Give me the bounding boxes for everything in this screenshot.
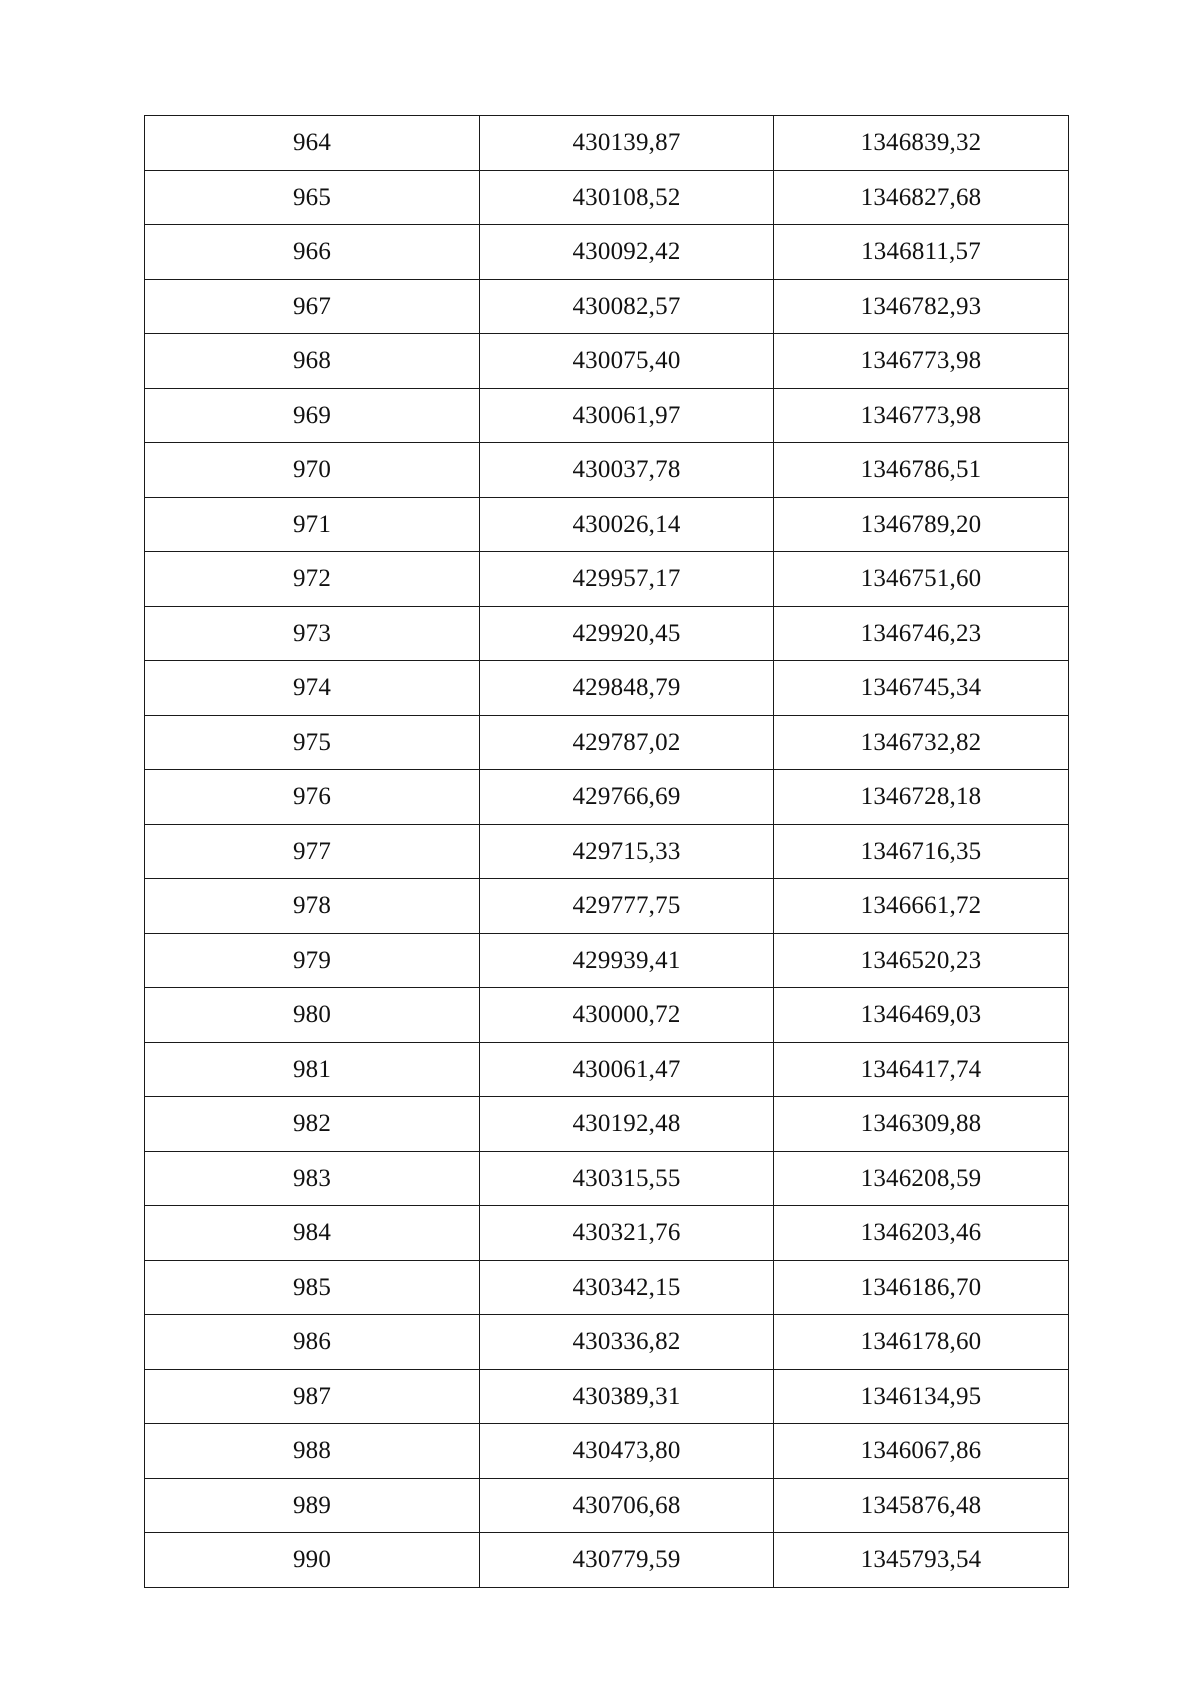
x-coordinate-cell: 430082,57 — [480, 279, 774, 334]
y-coordinate-cell: 1346773,98 — [774, 334, 1069, 389]
x-coordinate-cell: 429957,17 — [480, 552, 774, 607]
y-coordinate-cell: 1346661,72 — [774, 879, 1069, 934]
table-row — [145, 334, 1069, 389]
y-coordinate-cell: 1346728,18 — [774, 770, 1069, 825]
point-number-cell: 964 — [145, 116, 480, 171]
y-coordinate-cell: 1346134,95 — [774, 1369, 1069, 1424]
table-row — [145, 1151, 1069, 1206]
coordinates-table — [144, 115, 1069, 1588]
table-row — [145, 225, 1069, 280]
x-coordinate-cell: 429939,41 — [480, 933, 774, 988]
point-number-cell: 971 — [145, 497, 480, 552]
table-row — [145, 552, 1069, 607]
y-coordinate-cell: 1346745,34 — [774, 661, 1069, 716]
y-coordinate-cell: 1346746,23 — [774, 606, 1069, 661]
x-coordinate-cell: 430192,48 — [480, 1097, 774, 1152]
y-coordinate-cell: 1346732,82 — [774, 715, 1069, 770]
y-coordinate-cell: 1346208,59 — [774, 1151, 1069, 1206]
table-row — [145, 770, 1069, 825]
point-number-cell: 965 — [145, 170, 480, 225]
x-coordinate-cell: 430342,15 — [480, 1260, 774, 1315]
point-number-cell: 982 — [145, 1097, 480, 1152]
point-number-cell: 966 — [145, 225, 480, 280]
x-coordinate-cell: 429787,02 — [480, 715, 774, 770]
y-coordinate-cell: 1346789,20 — [774, 497, 1069, 552]
y-coordinate-cell: 1346786,51 — [774, 443, 1069, 498]
point-number-cell: 973 — [145, 606, 480, 661]
y-coordinate-cell: 1346186,70 — [774, 1260, 1069, 1315]
x-coordinate-cell: 430139,87 — [480, 116, 774, 171]
point-number-cell: 985 — [145, 1260, 480, 1315]
x-coordinate-cell: 430037,78 — [480, 443, 774, 498]
x-coordinate-cell: 429920,45 — [480, 606, 774, 661]
coordinates-table-body — [145, 116, 1069, 1588]
y-coordinate-cell: 1346716,35 — [774, 824, 1069, 879]
point-number-cell: 977 — [145, 824, 480, 879]
y-coordinate-cell: 1346782,93 — [774, 279, 1069, 334]
x-coordinate-cell: 430706,68 — [480, 1478, 774, 1533]
point-number-cell: 975 — [145, 715, 480, 770]
point-number-cell: 974 — [145, 661, 480, 716]
table-row — [145, 388, 1069, 443]
table-row — [145, 933, 1069, 988]
y-coordinate-cell: 1346309,88 — [774, 1097, 1069, 1152]
table-row — [145, 116, 1069, 171]
y-coordinate-cell: 1346178,60 — [774, 1315, 1069, 1370]
y-coordinate-cell: 1346751,60 — [774, 552, 1069, 607]
y-coordinate-cell: 1346839,32 — [774, 116, 1069, 171]
point-number-cell: 990 — [145, 1533, 480, 1588]
x-coordinate-cell: 430026,14 — [480, 497, 774, 552]
table-row — [145, 824, 1069, 879]
x-coordinate-cell: 430061,97 — [480, 388, 774, 443]
table-row — [145, 1097, 1069, 1152]
table-row — [145, 1424, 1069, 1479]
x-coordinate-cell: 429848,79 — [480, 661, 774, 716]
table-row — [145, 1533, 1069, 1588]
y-coordinate-cell: 1346203,46 — [774, 1206, 1069, 1261]
point-number-cell: 976 — [145, 770, 480, 825]
y-coordinate-cell: 1346827,68 — [774, 170, 1069, 225]
table-row — [145, 661, 1069, 716]
x-coordinate-cell: 430315,55 — [480, 1151, 774, 1206]
x-coordinate-cell: 430108,52 — [480, 170, 774, 225]
y-coordinate-cell: 1346520,23 — [774, 933, 1069, 988]
x-coordinate-cell: 429766,69 — [480, 770, 774, 825]
point-number-cell: 983 — [145, 1151, 480, 1206]
x-coordinate-cell: 430321,76 — [480, 1206, 774, 1261]
point-number-cell: 984 — [145, 1206, 480, 1261]
table-row — [145, 1369, 1069, 1424]
table-row — [145, 443, 1069, 498]
x-coordinate-cell: 430092,42 — [480, 225, 774, 280]
y-coordinate-cell: 1346773,98 — [774, 388, 1069, 443]
y-coordinate-cell: 1345793,54 — [774, 1533, 1069, 1588]
y-coordinate-cell: 1346417,74 — [774, 1042, 1069, 1097]
table-row — [145, 606, 1069, 661]
point-number-cell: 972 — [145, 552, 480, 607]
x-coordinate-cell: 429777,75 — [480, 879, 774, 934]
table-row — [145, 1260, 1069, 1315]
point-number-cell: 970 — [145, 443, 480, 498]
y-coordinate-cell: 1346811,57 — [774, 225, 1069, 280]
point-number-cell: 986 — [145, 1315, 480, 1370]
point-number-cell: 980 — [145, 988, 480, 1043]
point-number-cell: 989 — [145, 1478, 480, 1533]
table-row — [145, 1478, 1069, 1533]
table-row — [145, 715, 1069, 770]
x-coordinate-cell: 430473,80 — [480, 1424, 774, 1479]
table-row — [145, 170, 1069, 225]
point-number-cell: 981 — [145, 1042, 480, 1097]
x-coordinate-cell: 430000,72 — [480, 988, 774, 1043]
point-number-cell: 968 — [145, 334, 480, 389]
point-number-cell: 988 — [145, 1424, 480, 1479]
y-coordinate-cell: 1345876,48 — [774, 1478, 1069, 1533]
x-coordinate-cell: 429715,33 — [480, 824, 774, 879]
x-coordinate-cell: 430336,82 — [480, 1315, 774, 1370]
x-coordinate-cell: 430779,59 — [480, 1533, 774, 1588]
point-number-cell: 979 — [145, 933, 480, 988]
table-row — [145, 1206, 1069, 1261]
table-row — [145, 497, 1069, 552]
point-number-cell: 978 — [145, 879, 480, 934]
x-coordinate-cell: 430075,40 — [480, 334, 774, 389]
table-row — [145, 279, 1069, 334]
point-number-cell: 987 — [145, 1369, 480, 1424]
point-number-cell: 969 — [145, 388, 480, 443]
table-row — [145, 879, 1069, 934]
point-number-cell: 967 — [145, 279, 480, 334]
y-coordinate-cell: 1346067,86 — [774, 1424, 1069, 1479]
x-coordinate-cell: 430061,47 — [480, 1042, 774, 1097]
table-row — [145, 1315, 1069, 1370]
table-row — [145, 1042, 1069, 1097]
table-row — [145, 988, 1069, 1043]
x-coordinate-cell: 430389,31 — [480, 1369, 774, 1424]
y-coordinate-cell: 1346469,03 — [774, 988, 1069, 1043]
